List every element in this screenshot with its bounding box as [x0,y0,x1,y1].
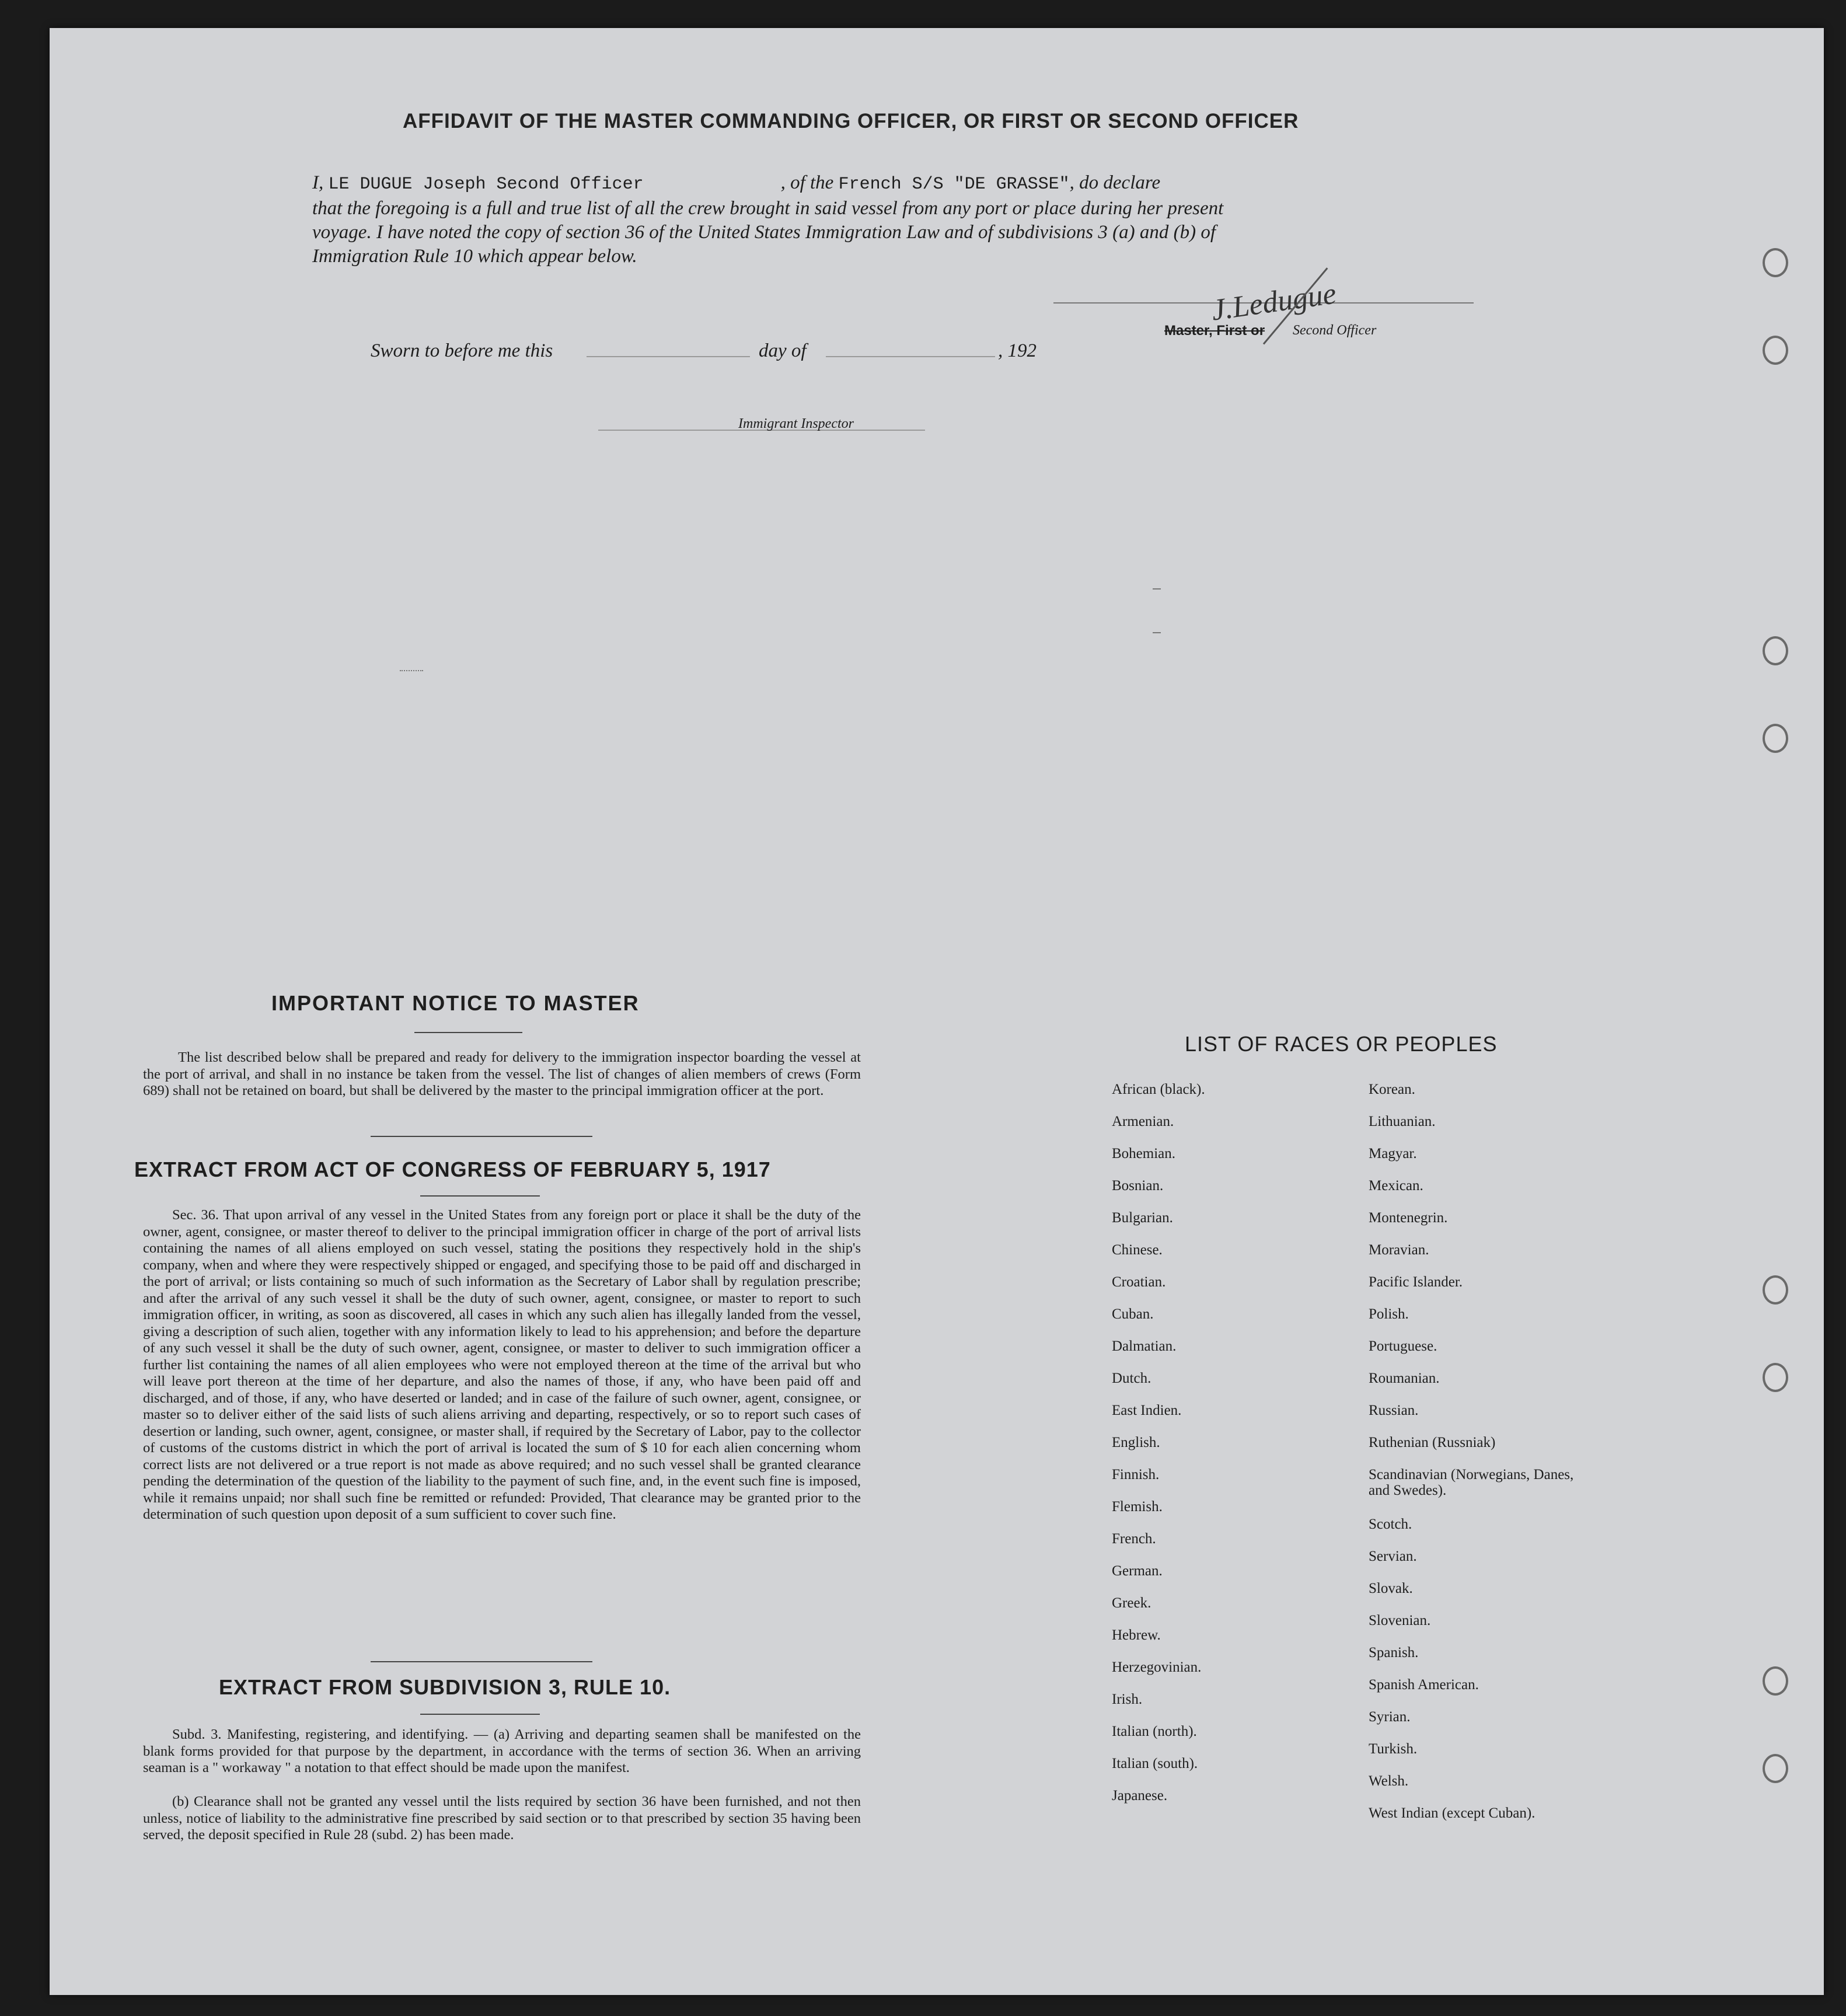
act-extract-text: Sec. 36. That upon arrival of any vessel in the United States from any foreign port or place it shall be the duty of the owner, agent, consignee, or master thereof to deliver to the principal immigration officer in charge of the port of arrival lists containing the names of all aliens employed on such vessel, stating the positions they respectively hold in the ship's company, when and where they were respectively shipped or engaged, and specifying those to be paid off and discharged in the port of arrival; or lists containing so much of such information as the Secretary of Labor shall by regulation prescribe; and after the arrival of any such vessel it shall be the duty of such owner, agent, consignee, or master to report to such immigration officer, in writing, as soon as discovered, all cases in which any such alien has illegally landed from the vessel, giving a description of such alien, together with any information likely to lead to his apprehension; and before the departure of any such vessel it shall be the duty of such owner, agent, consignee, or master to deliver to such immigration officer a further list containing the names of all alien employees who were not employed thereon at the time of the arrival but who will leave port thereon at the time of her departure, and also the names of those, if any, who have been paid off and discharged, and of those, if any, who have deserted or landed; and in case of the failure of such owner, agent, consignee, or master so to deliver either of the said lists of such aliens arriving and departing, respectively, or so to report such cases of desertion or landing, such owner, agent, consignee, or master shall, if required by the Secretary of Labor, pay to the collector of customs of the customs district in which the port of arrival is located the sum of $ 10 for each alien concerning whom correct lists are not delivered or a true report is not made as above required; and no such vessel shall be granted clearance pending the determination of the question of the liability to the payment of such fine, and, in the event such fine is imposed, while it remains unpaid; nor shall such fine be remitted or refunded: Provided, That clearance may be granted prior to the determination of such question upon deposit of a sum sufficient to cover such fine. [143,1207,861,1522]
races-title: LIST OF RACES OR PEOPLES [1185,1032,1498,1056]
race-item: Mexican. [1369,1178,1423,1194]
race-item: Hebrew. [1112,1627,1161,1643]
notice-title: IMPORTANT NOTICE TO MASTER [271,991,640,1015]
race-item: Spanish. [1369,1645,1419,1661]
notice-bottom-rule [371,1136,592,1137]
race-item: Syrian. [1369,1709,1411,1725]
rule-extract-title: EXTRACT FROM SUBDIVISION 3, RULE 10. [219,1675,671,1699]
race-item: Italian (south). [1112,1756,1198,1771]
race-item: Dalmatian. [1112,1338,1177,1354]
race-item: Moravian. [1369,1242,1429,1258]
race-item: Scotch. [1369,1516,1412,1532]
race-item: Pacific Islander. [1369,1274,1463,1290]
race-item: Bohemian. [1112,1146,1176,1162]
race-item: Slovak. [1369,1581,1413,1596]
declaration-line-1: I, LE DUGUE Joseph Second Officer , of the French S/S "DE GRASSE", do declare [312,172,1161,194]
race-item: Croatian. [1112,1274,1166,1290]
race-item: Cuban. [1112,1306,1154,1322]
race-item: Ruthenian (Russniak) [1369,1435,1496,1450]
act-extract-bottom-rule [371,1661,592,1662]
race-item: Irish. [1112,1691,1143,1707]
race-item: Dutch. [1112,1370,1151,1386]
month-blank [826,356,995,357]
race-item: Turkish. [1369,1741,1418,1757]
master-label: Master, First or [1164,323,1265,339]
race-item: Lithuanian. [1369,1114,1436,1129]
officer-signature: J.Ledugue [1209,277,1339,327]
race-item: Scandinavian (Norwegians, Danes, and Swedes). [1369,1467,1574,1498]
race-item: Flemish. [1112,1499,1163,1515]
sworn-text: Sworn to before me this [371,340,553,361]
rule-extract-para-a: Subd. 3. Manifesting, registering, and identifying. — (a) Arriving and departing seamen shall be manifested on the blank forms provided for that purpose by the department, in accordance with the terms of section 36. When an arriving seaman is a " workaway " a notation to that effect should be made upon the manifest. [143,1726,861,1776]
race-item: West Indian (except Cuban). [1369,1805,1536,1821]
race-item: Russian. [1369,1403,1419,1418]
rule-extract-para-b: (b) Clearance shall not be granted any vessel until the lists required by section 36 have been furnished, and not then unless, notice of liability to the administrative fine prescribed by said section or to that prescribed by section 35 having been served, the deposit specified in Rule 28 (subd. 2) has been made. [143,1794,861,1843]
race-item: Armenian. [1112,1114,1174,1129]
race-item: Korean. [1369,1082,1415,1097]
stray-mark [400,670,423,671]
binder-hole [1763,1363,1788,1392]
inspector-label: Immigrant Inspector [738,416,854,431]
officer-name-field: LE DUGUE Joseph Second Officer [328,175,644,194]
declaration-line-3: voyage. I have noted the copy of section 36 of the United States Immigration Law and of subdivisions 3 (a) and (b) of [312,222,1216,243]
binder-hole [1763,724,1788,753]
notice-text: The list described below shall be prepared and ready for delivery to the immigration inspector boarding the vessel at the port of arrival, and shall in no instance be taken from the vessel. The list of changes of alien members of crews (Form 689) shall not be retained on board, but shall be delivered by the master to the principal immigration officer at the port. [143,1049,861,1098]
race-item: Japanese. [1112,1788,1168,1804]
day-of-text: day of [759,340,807,361]
race-item: Bosnian. [1112,1178,1164,1194]
race-item: Portuguese. [1369,1338,1437,1354]
stray-mark [1153,588,1161,590]
race-item: English. [1112,1435,1160,1450]
stray-mark [1153,632,1161,633]
binder-hole [1763,336,1788,365]
race-item: Italian (north). [1112,1724,1197,1739]
day-blank [587,356,750,357]
binder-hole [1763,248,1788,277]
year-text: , 192 [998,340,1037,361]
race-item: Spanish American. [1369,1677,1479,1693]
rule-extract-rule [420,1714,540,1715]
race-item: Montenegrin. [1369,1210,1448,1226]
race-item: Welsh. [1369,1773,1409,1789]
declaration-line-2: that the foregoing is a full and true list of all the crew brought in said vessel from any port or place during her present [312,198,1224,219]
race-item: Herzegovinian. [1112,1659,1202,1675]
race-item: Slovenian. [1369,1613,1431,1628]
ship-name-field: French S/S "DE GRASSE" [838,175,1070,194]
race-item: Bulgarian. [1112,1210,1173,1226]
race-item: German. [1112,1563,1163,1579]
race-item: Roumanian. [1369,1370,1440,1386]
binder-hole [1763,1754,1788,1783]
affidavit-title: AFFIDAVIT OF THE MASTER COMMANDING OFFICER, OR FIRST OR SECOND OFFICER [403,110,1299,132]
race-item: African (black). [1112,1082,1205,1097]
declaration-line-4: Immigration Rule 10 which appear below. [312,246,637,267]
race-item: Finnish. [1112,1467,1160,1483]
binder-hole [1763,636,1788,665]
second-officer-label: Second Officer [1293,323,1377,338]
document-sheet [50,28,1824,1995]
race-item: Polish. [1369,1306,1409,1322]
binder-hole [1763,1275,1788,1305]
race-item: Chinese. [1112,1242,1163,1258]
race-item: Greek. [1112,1595,1151,1611]
race-item: Servian. [1369,1548,1417,1564]
binder-hole [1763,1666,1788,1696]
act-extract-title: EXTRACT FROM ACT OF CONGRESS OF FEBRUARY 5, 1917 [134,1157,771,1181]
act-extract-rule [420,1195,540,1197]
affidavit-declaration [312,171,1471,268]
notice-rule [414,1032,522,1033]
race-item: Magyar. [1369,1146,1417,1162]
race-item: French. [1112,1531,1156,1547]
race-item: East Indien. [1112,1403,1182,1418]
